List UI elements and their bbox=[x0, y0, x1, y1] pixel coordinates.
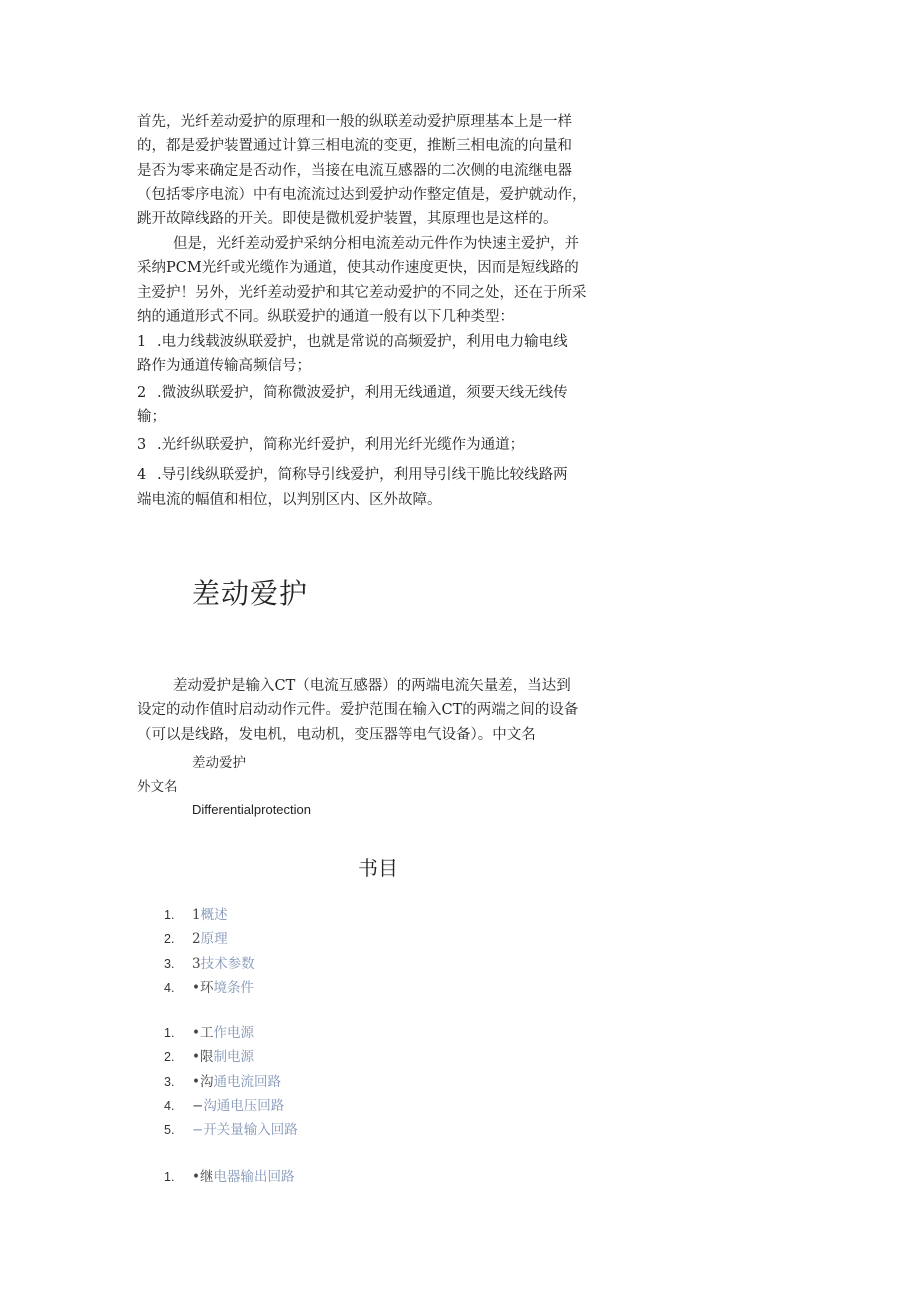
toc-item-link[interactable]: 电器输出回路 bbox=[213, 1169, 295, 1185]
toc-item-link[interactable]: 原理 bbox=[200, 931, 228, 948]
toc-item-number: 3. bbox=[164, 1074, 175, 1089]
item-number: 4 bbox=[137, 467, 147, 484]
item-text: 输； bbox=[137, 408, 166, 425]
toc-item-mark: •工 bbox=[192, 1025, 214, 1041]
text-line: （可以是线路，发电机，电动机，变压器等电气设备）。中文名 bbox=[137, 726, 536, 743]
toc-item-number: 5. bbox=[164, 1123, 175, 1138]
toc-item-link[interactable]: 通电流回路 bbox=[213, 1073, 281, 1090]
toc-item-mark: 1 bbox=[192, 907, 201, 923]
text-line: 首先，光纤差动爱护的原理和一般的纵联差动爱护原理基本上是一样 bbox=[137, 114, 572, 130]
item-text: .光纤纵联爱护，简称光纤爱护，利用光纤光缆作为通道； bbox=[157, 437, 525, 454]
toc-item-number: 1. bbox=[164, 1170, 175, 1184]
toc-item-mark: − bbox=[192, 1122, 204, 1139]
foreign-name-value: Differentialprotection bbox=[192, 802, 311, 817]
toc-item-mark: •沟 bbox=[192, 1073, 214, 1090]
item-number: 3 bbox=[137, 437, 147, 454]
toc-item-number: 2. bbox=[164, 932, 175, 947]
toc-item-number: 4. bbox=[164, 980, 175, 995]
toc-title: 书目 bbox=[358, 856, 398, 880]
text-line: 纳的通道形式不同。纵联爱护的通道一般有以下几种类型： bbox=[137, 308, 514, 325]
item-number: 1 bbox=[137, 334, 147, 350]
text-line: 主爱护！另外，光纤差动爱护和其它差动爱护的不同之处，还在于所采 bbox=[137, 284, 587, 301]
toc-item-number: 1. bbox=[164, 908, 175, 922]
text-line: 设定的动作值时启动动作元件。爱护范围在输入CT的两端之间的设备 bbox=[137, 702, 579, 719]
channel-type-list bbox=[137, 330, 607, 512]
section-body bbox=[137, 674, 607, 747]
text-line: （包括零序电流）中有电流流过达到爱护动作整定值是，爱护就动作， bbox=[137, 186, 587, 203]
section-title: 差动爱护 bbox=[192, 577, 309, 610]
toc-item[interactable] bbox=[164, 952, 255, 976]
chinese-name-value: 差动爱护 bbox=[192, 755, 246, 771]
text-line: 是否为零来确定是否动作，当接在电流互感器的二次侧的电流继电器 bbox=[137, 162, 572, 179]
toc-item-link[interactable]: 作电源 bbox=[213, 1025, 254, 1041]
item-number: 2 bbox=[137, 384, 147, 401]
toc-item-number: 3. bbox=[164, 956, 175, 971]
toc-item-link[interactable]: 概述 bbox=[200, 907, 228, 923]
text-line: 差动爱护是输入CT（电流互感器）的两端电流矢量差，当达到 bbox=[173, 678, 571, 694]
text-line: 跳开故障线路的开关。即使是微机爱护装置，其原理也是这样的。 bbox=[137, 211, 558, 228]
toc-item-link[interactable]: 开关量输入回路 bbox=[203, 1122, 298, 1139]
toc-item-link[interactable]: 境条件 bbox=[213, 979, 254, 996]
toc-item-mark: 2 bbox=[192, 931, 201, 948]
list-item bbox=[137, 381, 607, 430]
toc-item[interactable] bbox=[164, 1165, 294, 1189]
item-text: 端电流的幅值和相位，以判别区内、区外故障。 bbox=[137, 491, 442, 508]
foreign-name-label: 外文名 bbox=[137, 779, 178, 795]
item-text: .电力线载波纵联爱护，也就是常说的高频爱护，利用电力输电线 bbox=[157, 334, 568, 350]
toc-item[interactable] bbox=[164, 1070, 298, 1094]
toc-item-number: 2. bbox=[164, 1050, 175, 1065]
text-line: 采纳PCM光纤或光缆作为通道，使其动作速度更快，因而是短线路的 bbox=[137, 260, 579, 277]
toc-item-number: 1. bbox=[164, 1026, 175, 1040]
item-text: .微波纵联爱护，简称微波爱护，利用无线通道，须要天线无线传 bbox=[157, 384, 568, 401]
text-line: 但是，光纤差动爱护采纳分相电流差动元件作为快速主爱护，并 bbox=[173, 236, 579, 252]
toc-group-1 bbox=[164, 903, 255, 1000]
toc-item[interactable] bbox=[164, 1021, 298, 1045]
toc-item[interactable] bbox=[164, 927, 255, 951]
item-text: .导引线纵联爱护，简称导引线爱护，利用导引线干脆比较线路两 bbox=[157, 467, 568, 484]
toc-item-link[interactable]: 技术参数 bbox=[200, 955, 255, 972]
toc-item-mark: •环 bbox=[192, 979, 214, 996]
toc-item[interactable] bbox=[164, 1118, 298, 1142]
toc-item-mark: 3 bbox=[192, 955, 201, 972]
toc-item[interactable] bbox=[164, 1094, 298, 1118]
list-item bbox=[137, 330, 607, 379]
toc-item[interactable] bbox=[164, 903, 255, 927]
intro-paragraph-2 bbox=[137, 232, 607, 329]
toc-item-number: 4. bbox=[164, 1098, 175, 1113]
list-item bbox=[137, 463, 607, 512]
intro-paragraph-1 bbox=[137, 110, 607, 231]
text-line: 的，都是爱护装置通过计算三相电流的变更，推断三相电流的向量和 bbox=[137, 138, 572, 155]
list-item bbox=[137, 433, 607, 457]
toc-item-link[interactable]: 制电源 bbox=[213, 1049, 254, 1066]
toc-item-mark: •限 bbox=[192, 1049, 214, 1066]
toc-item[interactable] bbox=[164, 1045, 298, 1069]
toc-group-2 bbox=[164, 1021, 298, 1142]
toc-item-link[interactable]: 沟通电压回路 bbox=[203, 1097, 285, 1114]
toc-item-mark: − bbox=[192, 1097, 204, 1114]
toc-group-3 bbox=[164, 1165, 294, 1189]
toc-item[interactable] bbox=[164, 976, 255, 1000]
item-text: 路作为通道传输高频信号； bbox=[137, 358, 311, 375]
toc-item-mark: •继 bbox=[192, 1169, 214, 1185]
